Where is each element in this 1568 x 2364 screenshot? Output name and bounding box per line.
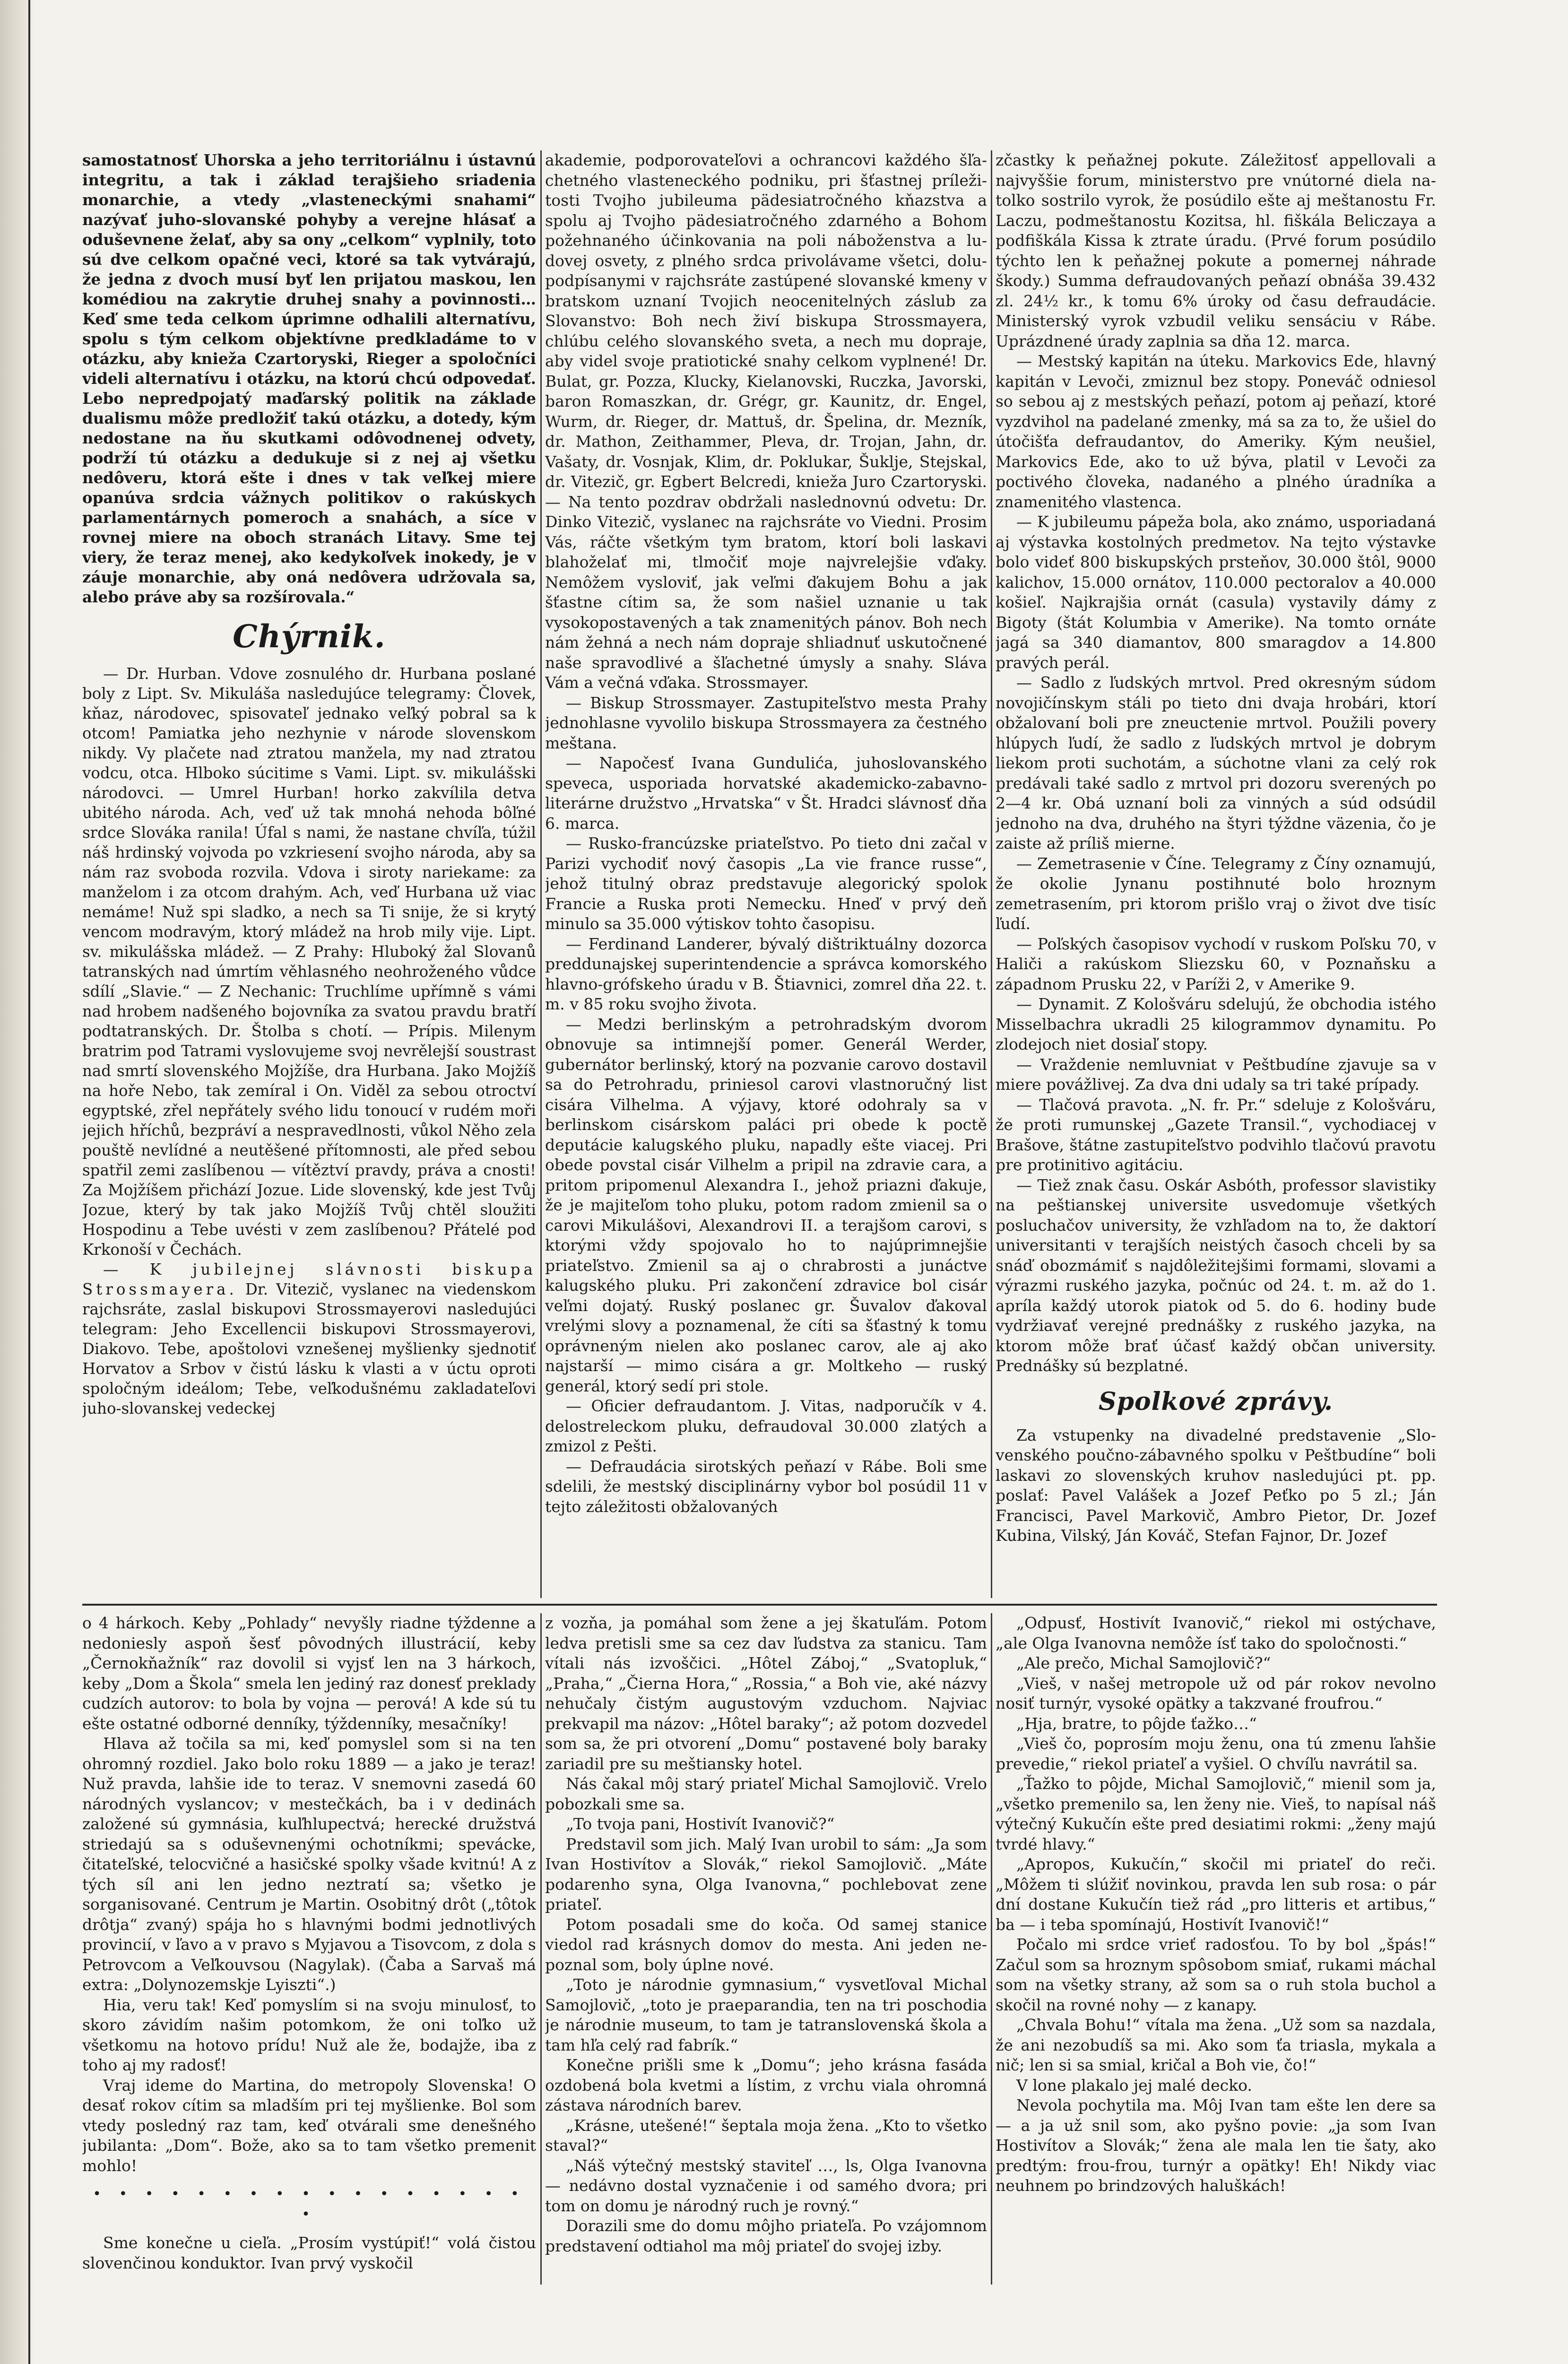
feuilleton-paragraph: „Náš výtečný mestský staviteľ …, ls, Olga Ivanovna — nedávno dostal vyznačenie i od samého dvora; pri tom on domu je národný ruch je rovný.“	[545, 2156, 987, 2215]
feuilleton-paragraph: „Krásne, utešené!“ šeptala moja žena. „Kto to všetko staval?“	[545, 2116, 987, 2155]
news-item-sign-of-time: — Tiež znak času. Oskár Asbóth, professor slavistiky na peštianskej universite usvedomuje všetkých posluchačov university, že vzhľadom na to, že daktorí universitanti v terajších neistých časoch chceli by sa snáď obozmámiť s najdôležitejšimi formami, slovami a výrazmi ruského jazyka, počnúc od 24. t. m. až do 1. apríla každý utorok piatok od 5. do 6. hodiny bude vydržiavať verejné prednášky z ruského jazyka, na ktorom môže brať účasť každý občan university. Prednášky sú bezplatné.	[996, 1175, 1436, 1375]
column-2-top	[545, 150, 987, 1602]
news-item-gundulic: — Napočesť Ivana Gundulića, juhoslovanského speveca, usporiada horvatské akademicko-zabavno-literárne družstvo „Hrvatska“ v Št. Hradci slávnosť dňa 6. marca.	[545, 754, 987, 833]
feuilleton-paragraph: Sme konečne u cieľa. „Prosím vystúpiť!“ volá čistou slovenčinou konduktor. Ivan prvý vyskočil	[82, 2234, 536, 2272]
news-item-defraudation: — Defraudácia sirotských peňazí v Rábe. Boli sme sdelili, že mestský disciplinárny vybor bol posúdil 11 v tejto záležitosti obžalovaných	[545, 1457, 987, 1516]
news-item-polish-papers: — Poľských časopisov vychodí v ruskom Poľsku 70, v Haliči a rakúskom Sliezsku 60, v Poznaňsku a západnom Prusku 22, v Paríži 2, v Amerike 9.	[996, 934, 1436, 993]
association-news: Za vstupenky na divadelné predstavenie „Slovenského poučno-zábavného spolku v Peštbudíne“ boli laskavi zo slovenských kruhov nasledujúci pt. pp. poslať: Pavel Valášek a Jozef Peťko po 5 zl.; Ján Francisci, Pavel Markovič, Ambro Pietor, Dr. Jozef Kubina, Vilský, Ján Kováč, Stefan Fajnor, Dr. Jozef	[996, 1425, 1436, 1545]
news-item-berlin-petersburg: — Medzi berlinským a petrohradským dvorom obnovuje sa intimnejší pomer. Generál Werder, gubernátor berlinský, ktorý na pozvanie carovo dostavil sa do Petrohradu, priniesol carovi vlastnoručný list cisára Vilhelma. A výjavy, ktoré odohraly sa v berlinskom cisárskom paláci pri obede k poctě deputácie kalugského pluku, napadly ešte viacej. Pri obede povstal cisár Vilhelm a pripil na zdravie cara, a pritom pripomenul Alexandra I., jehož priazni ďakuje, že je majiteľom toho pluku, potom radom zmienil sa o carovi Mikulášovi, Alexandrovi II. a terajšom carovi, s ktorými vždy spojovalo ho to najúprimnejšie priateľstvo. Zmienil sa aj o chrabrosti a junáctve kalugského pluku. Pri zakončení zdravice bol cisár veľmi dojatý. Ruský poslanec gr. Šuvalov ďakoval vrelými slovy a poznamenal, že cíti sa šťastný k tomu oprávneným nielen ako poslanec carov, ale aj ako najstarší — mimo cisára a gr. Moltkeho — ruský generál, ktorý sedí pri stole.	[545, 1015, 987, 1395]
news-item-press-suit: — Tlačová pravota. „N. fr. Pr.“ sdeluje z Kološváru, že proti rumunskej „Gazete Transil.“, vychodiacej v Brašove, štátne zastupiteľstvo podvihlo tlačovú pravotu pre protinitivo agitáciu.	[996, 1095, 1436, 1174]
news-item-strossmayer: — Biskup Strossmayer. Zastupiteľstvo mesta Prahy jednohlasne vyvolilo biskupa Strossmayera za čestného meštana.	[545, 693, 987, 752]
section-title-spolok: Spolkové zprávy.	[1098, 1387, 1333, 1416]
news-item-human-fat: — Sadlo z ľudských mrtvol. Pred okresným súdom novojičínskym stáli po tieto dni dvaja hrobári, ktorí obžalovaní boli pre zneuctenie mrtvol. Použili povery hlúpych ľudí, že sadlo z ľudských mrtvol je dobrym liekom proti suchotám, a súchotne vlani za celý rok predávali také sadlo z mrtvol pri dozoru sverených po 2—4 kr. Obá uznaní boli za vinných a súd odsúdil jednoho na dva, druhého na štyri týždne väzenia, čo je zaiste až príliš mierne.	[996, 673, 1436, 852]
feuilleton-paragraph: „Chvala Bohu!“ vítala ma žena. „Už som sa nazdala, že ani nezobudíš sa mi. Ako som ťa triasla, mykala a nič; len si sa smial, kričal a Boh vie, čo!“	[996, 2016, 1436, 2074]
news-heading-jubilee: — K jubilejnej slávnosti biskupa Strossmayera.	[82, 1260, 536, 1298]
news-item-pope-jubilee: — K jubileumu pápeža bola, ako známo, usporiadaná aj výstavka kostolných predmetov. Na tejto výstavke bolo videť 800 biskupských prsteňov, 30.000 štôl, 9000 kalichov, 15.000 ornátov, 110.000 pectoralov a 40.000 košieľ. Najkrajšia ornát (casula) vystavily dámy z Bigoty (štát Kolumbia v Amerike). Na tomto ornáte jagá sa 340 diamantov, 800 smaragdov a 14.800 pravých perál.	[996, 513, 1436, 672]
news-item-hurban: — Dr. Hurban. Vdove zosnulého dr. Hurbana poslané boly z Lipt. Sv. Mikuláša nasledujúce telegramy: Človek, kňaz, národovec, spisovateľ jednako veľký pobral sa k otcom! Pamiatka jeho nezhynie v národe slovenskom nikdy. Vy plačete nad ztratou manžela, my nad ztratou vodcu, otca. Hlboko súcitime s Vami. Lipt. sv. mikulášski národovci. — Umrel Hurban! horko zakvílila detva ubitého národa. Ach, veď už tak mnohá nehoda bôľné srdce Slováka ranila! Úfal s nami, že nastane chvíľa, túžil náš hrdinský vojvoda po vzkriesení svojho národa, aby sa nám raz svoboda rozvila. Vdova i siroty nariekame: za manželom i za otcom drahým. Ach, veď Hurbana už viac nemáme! Nuž spi sladko, a nech sa Ti snije, že si krytý vencom modravým, ktorý mládež na hrob mily vije. Lipt. sv. mikulášska mládež. — Z Prahy: Hluboký žal Slovanů tatranských nad úmrtím věhlasného neohroženého vůdce sdílí „Slavie.“ — Z Nechanic: Truchlíme upřímně s vámi nad hrobem nadšeného bojovníka za svatou pravdu bratří podtatranských. Dr. Štolba s chotí. — Prípis. Milenym bratrim pod Tatrami vyslovujeme svoj nevrělejší soustrast nad smrtí slovenského Mojžíše, dra Hurbana. Jako Mojžíš na hoře Nebo, tak zemíral i On. Viděl za sebou otroctví egyptské, zřel nepřátely svého lidu tonoucí v rudém moři jejich hříchů, bezpráví a nespravedlnosti, vůkol Něho zela pouště nevlídné a neutěšené přítomnosti, ale před sebou spatřil zemi zaslíbenou — vítěztví pravdy, práva a cnosti! Za Mojžíšem přichází Jozue. Lide slovenský, kde jest Tvůj Jozue, který by tak jako Mojžíš Tvůj chtěl sloužiti Hospodinu a Tebe uvésti v zem zaslíbenou? Přátelé pod Krkonoší v Čechách.	[82, 665, 536, 1259]
news-item-captain: — Mestský kapitán na úteku. Markovics Ede, hlavný kapitán v Levoči, zmiznul bez stopy. Poneváč odniesol so sebou aj z mestských peňazí, potom aj peňazí, ktoré vyzdvihol na padelané zmenky, má sa za to, že ušiel do útočišťa defraudantov, do Ameriky. Kým neušiel, Markovics Ede, ako to už býva, platil v Levoči za poctivého človeka, nadaného a plného úradníka a znamenitého vlastenca.	[996, 352, 1436, 511]
column-1-bottom	[82, 1613, 536, 2289]
column-divider	[991, 150, 992, 1598]
news-item-landerer: — Ferdinand Landerer, bývalý dištriktuálny dozorca preddunajskej superintendencie a správca komorského hlavno-grófskeho úradu v B. Štiavnici, zomrel dňa 22. t. m. v 85 roku svojho života.	[545, 934, 987, 1013]
column-divider	[540, 150, 542, 1598]
feuilleton-paragraph: „Vieš čo, poprosím moju ženu, ona tú zmenu ľahšie prevedie,“ riekol priateľ a vyšiel. O chvíľu navrátil sa.	[996, 1734, 1436, 1773]
binding-line	[28, 0, 30, 2364]
feuilleton-paragraph: „Apropos, Kukučín,“ skočil mi priateľ do reči. „Môžem ti slúžiť novinkou, pravda len sub rosa: o pár dní dostane Kukučín tiež rád „pro litteris et artibus,“ ba — i teba spomínajú, Hostivít Ivanovič!“	[996, 1855, 1436, 1934]
feuilleton-paragraph: Vraj ideme do Martina, do metropoly Slovenska! O desať rokov cítim sa mladším pri tej myšlienke. Bol som vtedy posledný raz tam, keď otvárali sme denešného jubilanta: „Dom“. Bože, ako sa to tam všetko premenit mohlo!	[82, 2076, 536, 2175]
feuilleton-rule	[82, 1604, 1437, 1606]
feuilleton-paragraph: „Hja, bratre, to pôjde ťažko…“	[1016, 1714, 1257, 1733]
dot-separator: • • • • • • • • • • • • • • • • • •	[93, 2186, 526, 2223]
feuilleton-paragraph: Nevola pochytila ma. Môj Ivan tam ešte len dere sa — a ja už snil som, ako pyšno povie: „ja som Ivan Hostivítov a Slovák;“ žena ale mala len tie šaty, ako predtým: frou-frou, turnýr a opätky! Eh! Nikdy viac neuhnem po brindzových haluškách!	[996, 2096, 1436, 2195]
feuilleton-paragraph: Hlava až točila sa mi, keď pomyslel som si na ten ohromný rozdiel. Jako bolo roku 1889 — a jako je teraz! Nuž pravda, lahšie ide to teraz. V snemovni zasedá 60 národných vyslancov; v mestečkách, ba i v dedinách založené sú gymnásia, kuľhlupectvá; herecké družstvá striedajú sa s oduševnenými ochotníkmi; spevácke, čitateľské, telocvičné a hasičské spolky všade kvitnú! A z tých síl ani len jedno neztratí sa; všetko je sorganisované. Centrum je Martin. Osobitný drôt („tôtok drôtja“ zvaný) spája ho s hlavnými bodmi jednotlivých provincií, v ľavo a v pravo s Myjavou a Tisovcom, z dola s Petrovcom a Veľkouvsou (Nagylak). (Čaba a Sarvaš má extra: „Dolynozemskje Lyiszti“.)	[82, 1734, 536, 1994]
feuilleton-paragraph: „Vieš, v našej metropole už od pár rokov nevolno nosiť turnýr, vysoké opätky a takzvané froufrou.“	[996, 1674, 1436, 1712]
news-item-dynamite: — Dynamit. Z Kološváru sdelujú, že obchodia istého Misselbachra ukradli 25 kilogrammov dynamitu. Po zlodejoch niet dosiaľ stopy.	[996, 995, 1436, 1053]
section-title-chyrnik: Chýrnik.	[233, 618, 386, 655]
news-text-jubilee: Dr. Vitezič, vyslanec na viedenskom rajchsráte, zaslal biskupovi Strossmayerovi nasledujúci telegram: Jeho Excellencii biskupovi Strossmayerovi, Diakovo. Tebe, apoštolovi vznešenej myšlienky sjednotiť Horvatov a Srbov v čistú lásku k vlasti a v úctu oproti spoločným ideálom; Tebe, veľkodušnému zakladateľovi juho-slovanskej vedeckej	[82, 1280, 536, 1417]
feuilleton-paragraph: z vozňa, ja pomáhal som žene a jej škatuľám. Potom ledva pretisli sme sa cez dav ľudstva za stanicu. Tam vítali nás izvoščici. „Hôtel Záboj,“ „Svatopluk,“ „Praha,“ „Čierna Hora,“ „Rossia,“ a Boh vie, aké názvy nehučaly čistým augustovým vzduchom. Najviac prekvapil ma názov: „Hôtel baraky“; až potom dozvedel som sa, že pri otvorení „Domu“ postavené boly baraky zariadil pre su meštiansky hotel.	[545, 1614, 987, 1773]
news-item-officer: — Oficier defraudantom. J. Vitas, nadporučík v 4. delostreleckom pluku, defraudoval 30.000 zlatých a zmizol z Pešti.	[545, 1397, 987, 1455]
feuilleton-paragraph: Dorazili sme do domu môjho priateľa. Po vzájomnom predstavení odtiahol ma môj priateľ do svojej izby.	[545, 2216, 987, 2255]
telegram-continuation: akademie, podporovateľovi a ochrancovi každého šľachetného vlasteneckého podniku, pri šťastnej príležitosti Tvojho jubileuma pädesiatročného kňazstva a spolu aj Tvojho pädesiatročného zdarného a Bohom požehnaného účinkovania na poli náboženstva a ludovej osvety, z plného srdca privolávame všetci, dolupodpísanymi v rajchsráte zastúpené slovanské kmeny v bratskom uznaní Tvojich neocenitelných záslub za Slovanstvo: Boh nech živí biskupa Strossmayera, chlúbu celého slovanského sveta, a nech mu dopraje, aby videl svoje pratiotické snahy celkom vyplnené! Dr. Bulat, gr. Pozza, Klucky, Kielanovski, Ruczka, Javorski, baron Romaszkan, dr. Grégr, gr. Kaunitz, dr. Engel, Wurm, dr. Rieger, dr. Mattuš, dr. Špelina, dr. Mezník, dr. Mathon, Zeithammer, Pleva, dr. Trojan, Jahn, dr. Vašaty, dr. Vosnjak, Klim, dr. Poklukar, Šuklje, Stejskal, dr. Vitezič, gr. Egbert Belcredi, knieža Juro Czartoryski. — Na tento pozdrav obdržali naslednovnú odvetu: Dr. Dinko Vitezič, vyslanec na rajchsráte vo Viedni. Prosim Vás, ráčte všetkým tym bratom, ktorí boli laskavi blahoželať mi, tlmočiť moje najvrelejšie vďaky. Nemôžem vysloviť, jak veľmi ďakujem Bohu a jak šťastne cítim sa, že som našiel uznanie u tak vysokopostavených a tak znamenitých pánov. Boh nech nám žehná a nech nám dopraje shliadnuť uskutočnené naše spravodlivé a šľachetné úmysly a snahy. Sláva Vám a večná vďaka. Strossmayer.	[545, 151, 987, 692]
feuilleton-paragraph: V lone plakalo jej malé decko.	[1016, 2076, 1252, 2095]
news-item-infanticide: — Vraždenie nemluvniat v Peštbudíne zjavuje sa v miere povážlivej. Za dva dni udaly sa tri také prípady.	[996, 1055, 1436, 1094]
feuilleton-paragraph: Konečne prišli sme k „Domu“; jeho krásna fasáda ozdobená bola kvetmi a lístim, z vrchu viala ohromná zástava národních barev.	[545, 2056, 987, 2114]
column-2-bottom	[545, 1613, 987, 2289]
feuilleton-paragraph: Hia, veru tak! Keď pomyslím si na svoju minulosť, to skoro závidím našim potomkom, že oni toľko už všetkomu na hotovo prídu! Nuž ale že, bodajže, iba z toho aj my radosť!	[82, 1995, 536, 2074]
news-item-jubilee	[82, 1260, 536, 1418]
column-3-bottom	[996, 1613, 1436, 2289]
feuilleton-paragraph: „Toto je národnie gymnasium,“ vysvetľoval Michal Samojlovič, „toto je praeparandia, ten na tri poschodia je národnie museum, to tam je tatranslovenská škola a tam hľa celý rad fabrík.“	[545, 1975, 987, 2054]
feuilleton-paragraph: Potom posadali sme do koča. Od samej stanice viedol rad krásnych domov do mesta. Ani jeden nepoznal som, boly úplne nové.	[545, 1915, 987, 1974]
feuilleton-paragraph: „Ťažko to pôjde, Michal Samojlovič,“ mienil som ja, „všetko premenilo sa, len ženy nie. Vieš, to napísal náš výtečný Kukučín ešte pred desiatimi rokmi: „ženy majú tvrdé hlavy.“	[996, 1774, 1436, 1853]
column-1-top	[82, 150, 536, 1602]
defraudation-continuation: zčastky k peňažnej pokute. Záležitosť appellovali a najvyššie forum, ministerstvo pre vnútorné diela natolko sostrilo vyrok, že posúdilo ešte aj meštanostu Fr. Laczu, podmeštanostu Kozitsa, hl. fiškála Beliczaya a podfiškála Kissa k ztrate úradu. (Prvé forum posúdilo týchto len k peňažnej pokute a pomernej náhrade škody.) Summa defraudovaných peňazí obnáša 39.432 zl. 24½ kr., k tomu 6% úroky od času defraudácie. Ministerský vyrok vzbudil veliku sensáciu v Rábe. Uprázdnené úrady zaplnia sa dňa 12. marca.	[996, 151, 1436, 350]
feuilleton-paragraph: Počalo mi srdce vrieť radosťou. To by bol „špás!“ Začul som sa hroznym spôsobom smiať, rukami máchal som na všetky strany, až som sa o ruh stola buchol a skočil na rovné nohy — z kanapy.	[996, 1935, 1436, 2014]
news-item-earthquake: — Zemetrasenie v Číne. Telegramy z Číny oznamujú, že okolie Jynanu postihnuté bolo hroznym zemetrasením, pri ktorom prišlo vraj o život dve tisíc ľudí.	[996, 854, 1436, 933]
feuilleton-paragraph: „To tvoja pani, Hostivít Ivanovič?“	[566, 1815, 835, 1833]
column-3-top	[996, 150, 1436, 1602]
news-item-russo-french: — Rusko-francúzske priateľstvo. Po tieto dni začal v Parizi vychodiť nový časopis „La vie france russe“, jehož titulný obraz predstavuje alegorický spolok Francie a Ruska proti Nemecku. Hneď v prvý deň minulo sa 35.000 výtiskov tohto časopisu.	[545, 834, 987, 933]
feuilleton-paragraph: o 4 hárkoch. Keby „Pohlady“ nevyšly riadne týždenne a nedoniesly aspoň šesť pôvodných illustrácií, keby „Černokňažník“ raz dovolil si vyjsť len na 3 hárkoch, keby „Dom a Škola“ smela len jediný raz donesť preklady cudzích autorov: to bola by vojna — perová! A kde sú tu ešte ostatné odborné denníky, týždenníky, mesačníky!	[82, 1614, 536, 1733]
article-continuation: samostatnosť Uhorska a jeho territoriálnu i ústavnú integritu, a tak i základ terajšieho sriadenia monarchie, a vtedy „vlasteneckými snahami“ nazývať juho-slovanské pohyby a verejne hlásať a oduševnene želať, aby sa ony „celkom“ vyplnily, toto sú dve celkom opačné veci, ktoré sa tak vytvárajú, že jedna z dvoch musí byť len prijatou maskou, len komédiou na zakrytie druhej snahy a povinnosti… Keď sme teda celkom úprimne odhalili alternatívu, spolu s tým celkom objektívne predkladáme to v otázku, aby knieža Czartoryski, Rieger a spoločníci videli alternatívu i otázku, na ktorú chcú odpovedať. Lebo nepredpojatý maďarský politik na základe dualismu môže predložiť takú otázku, a dotedy, kým nedostane na ňu skutkami odôvodnenej odvety, podrží tú otázku a dedukuje si z nej aj všetku nedôveru, ktorá ešte i dnes v tak veľkej miere opanúva srdcia vážnych politikov o rakúskych parlamentárnych pomeroch a snahách, a síce v rovnej miere na oboch stranách Litavy. Sme tej viery, že teraz menej, ako kedykoľvek inokedy, je v záuje monarchie, aby oná nedôvera udržovala sa, alebo práve aby sa rozšírovala.“	[82, 151, 536, 606]
feuilleton-paragraph: Nás čakal môj starý priateľ Michal Samojlovič. Vrelo pobozkali sme sa.	[545, 1774, 987, 1813]
column-divider	[991, 1613, 992, 2285]
feuilleton-paragraph: „Odpusť, Hostivít Ivanovič,“ riekol mi ostýchave, „ale Olga Ivanovna nemôže ísť tako do spoločnosti.“	[996, 1614, 1436, 1652]
column-divider	[540, 1613, 542, 2285]
feuilleton-paragraph: Predstavil som jich. Malý Ivan urobil to sám: „Ja som Ivan Hostivítov a Slovák,“ riekol Samojlovič. „Máte podarenho syna, Olga Ivanovna,“ pochlebovat zene priateľ.	[545, 1834, 987, 1913]
feuilleton-paragraph: „Ale prečo, Michal Samojlovič?“	[1016, 1654, 1271, 1672]
